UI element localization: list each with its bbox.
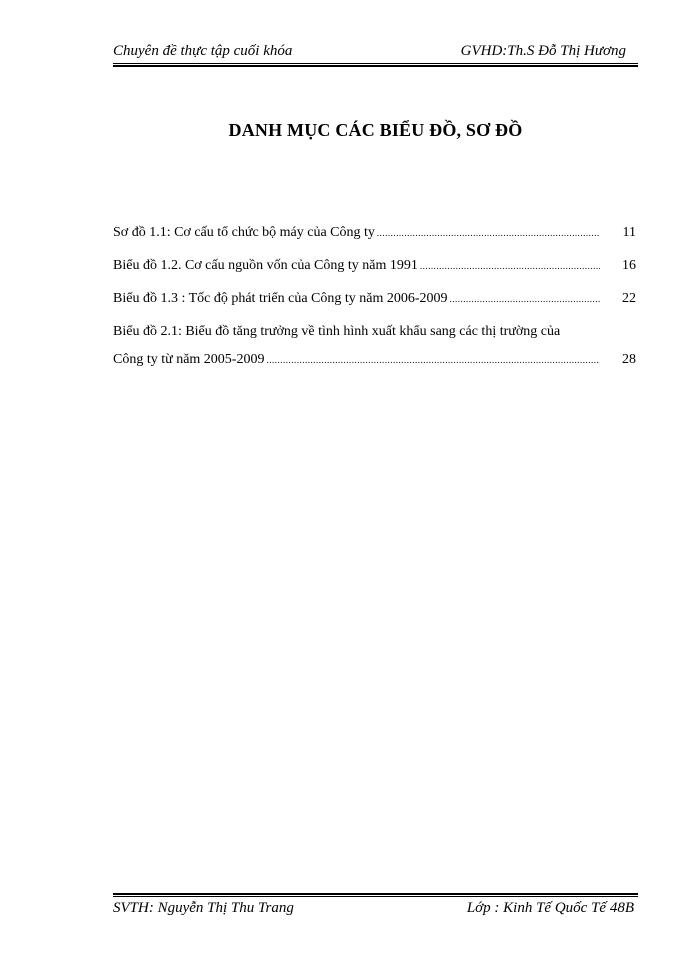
page-footer xyxy=(113,897,636,919)
toc-entry xyxy=(113,222,636,255)
page-header xyxy=(113,40,636,62)
header-course-title: Chuyên đề thực tập cuối khóa xyxy=(113,43,293,59)
footer-class: Lớp : Kinh Tế Quốc Tế 48B xyxy=(466,900,634,916)
toc-entry-label-line2: Công ty từ năm 2005-2009 xyxy=(113,352,265,367)
toc-leader-dots xyxy=(450,288,600,310)
toc-entry-label-line1: Biểu đồ 2.1: Biểu đồ tăng trưởng về tình hình xuất khẩu sang các thị trường của xyxy=(113,324,561,339)
header-supervisor: GVHD:Th.S Đỗ Thị Hương xyxy=(460,43,626,59)
toc-list xyxy=(113,222,636,381)
toc-entry xyxy=(113,288,636,321)
footer-student: SVTH: Nguyễn Thị Thu Trang xyxy=(113,900,294,916)
toc-entry-label: Biểu đồ 1.2. Cơ cấu nguồn vốn của Công ty năm 1991 xyxy=(113,258,418,273)
footer-rule-thick xyxy=(113,893,638,895)
toc-entry-page: 11 xyxy=(622,225,636,240)
toc-leader-dots xyxy=(266,349,600,371)
header-rule-thick xyxy=(113,65,638,67)
toc-entry-page: 22 xyxy=(622,291,636,306)
toc-leader-dots xyxy=(420,255,600,277)
toc-leader-dots xyxy=(377,222,600,244)
toc-entry xyxy=(113,321,636,381)
toc-entry-page: 16 xyxy=(622,258,636,273)
toc-entry xyxy=(113,255,636,288)
page-title: DANH MỤC CÁC BIỂU ĐỒ, SƠ ĐỒ xyxy=(228,120,523,140)
toc-entry-label: Biểu đồ 1.3 : Tốc độ phát triển của Công ty năm 2006-2009 xyxy=(113,291,448,306)
toc-entry-label: Sơ đồ 1.1: Cơ cấu tổ chức bộ máy của Công ty xyxy=(113,225,375,240)
toc-entry-page: 28 xyxy=(622,352,636,367)
header-rule-thin xyxy=(113,63,638,64)
